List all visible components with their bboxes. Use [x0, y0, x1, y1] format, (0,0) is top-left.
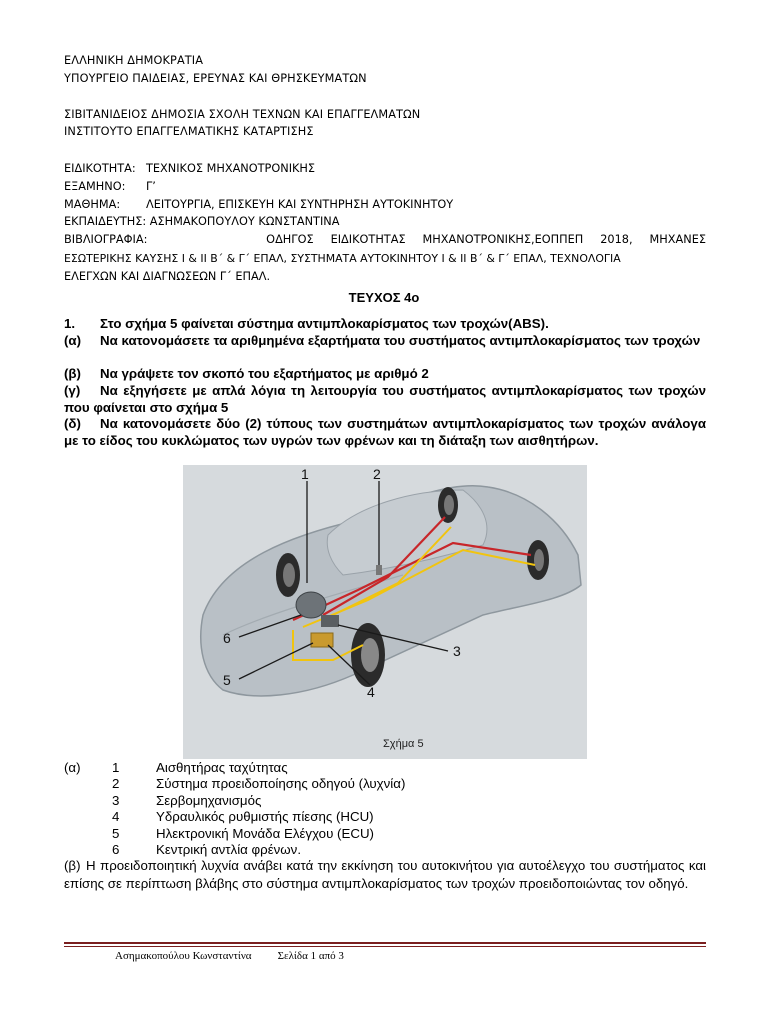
wheel-hub-front-right: [361, 638, 379, 672]
meta-bibliography: [64, 231, 706, 287]
wheel-hub-front-left: [283, 563, 295, 587]
meta-course: [64, 196, 453, 213]
answer-b: [64, 857, 706, 893]
question-b-text: Να γράψετε τον σκοπό του εξαρτήματος με αριθμό 2: [100, 366, 429, 381]
answer-item-text: Σύστημα προειδοποίησης οδηγού (λυχνία): [156, 776, 406, 791]
answer-item-num: 3: [112, 793, 120, 808]
meta-specialty-value: ΤΕΧΝΙΚΟΣ ΜΗΧΑΝΟΤΡΟΝΙΚΗΣ: [146, 162, 316, 175]
question-c: [64, 383, 706, 416]
answer-item-5: [64, 826, 374, 843]
question-number: 1.: [64, 316, 76, 331]
brake-booster: [296, 592, 326, 618]
meta-course-value: ΛΕΙΤΟΥΡΓΙΑ, ΕΠΙΣΚΕΥΗ ΚΑΙ ΣΥΝΤΗΡΗΣΗ ΑΥΤΟΚΙΝΗΤΟΥ: [146, 198, 454, 211]
callout-1: 1: [301, 466, 309, 482]
footer-divider: [64, 942, 706, 944]
question-c-text: Να εξηγήσετε με απλά λόγια τη λειτουργία του συστήματος αντιμπλοκαρίσματος των τροχών που φαίνεται στο σχήμα 5: [64, 383, 706, 415]
meta-semester: [64, 178, 156, 195]
meta-course-label: ΜΑΘΗΜΑ:: [64, 198, 121, 211]
ecu-box: [311, 633, 333, 647]
answer-item-text: Σερβομηχανισμός: [156, 793, 262, 808]
footer-author: Ασημακοπούλου Κωνσταντίνα: [115, 950, 252, 962]
meta-teacher: ΕΚΠΑΙΔΕΥΤΗΣ: ΑΣΗΜΑΚΟΠΟΥΛΟΥ ΚΩΝΣΤΑΝΤΙΝΑ: [64, 215, 340, 228]
meta-specialty-label: ΕΙΔΙΚΟΤΗΤΑ:: [64, 162, 136, 175]
answer-item-text: Αισθητήρας ταχύτητας: [156, 760, 288, 775]
question-intro-text: Στο σχήμα 5 φαίνεται σύστημα αντιμπλοκαρίσματος των τροχών(ABS).: [100, 316, 549, 331]
header-country: ΕΛΛΗΝΙΚΗ ΔΗΜΟΚΡΑΤΙΑ: [64, 54, 204, 67]
callout-5: 5: [223, 672, 231, 688]
warning-lamp-unit: [376, 565, 382, 575]
question-d-text: Να κατονομάσετε δύο (2) τύπους των συστημάτων αντιμπλοκαρίσματος των τροχών ανάλογα με το είδος του κυκλώματος των υγρών των φρένων και τη διάταξη των αισθητήρων.: [64, 416, 706, 448]
answer-b-text: Η προειδοποιητική λυχνία ανάβει κατά την εκκίνηση του αυτοκινήτου για αυτοέλεγχο του συστήματος και επίσης σε περίπτωση βλάβης στο σύστημα αντιμπλοκαρίσματος των τροχών προειδοποιώντας τον οδηγό.: [64, 858, 706, 891]
answer-item-text: Υδραυλικός ρυθμιστής πίεσης (HCU): [156, 809, 374, 824]
answer-item-4: [64, 809, 374, 826]
callout-4: 4: [367, 684, 375, 700]
footer-page: Σελίδα 1 από 3: [277, 950, 344, 962]
abs-diagram: [183, 465, 587, 759]
question-a: [64, 333, 706, 350]
question-intro: [64, 316, 706, 333]
answer-item-2: [64, 776, 405, 793]
answer-b-label: (β): [64, 858, 81, 873]
meta-specialty: [64, 160, 315, 177]
wheel-hub-rear-right: [534, 549, 544, 571]
callout-6: 6: [223, 630, 231, 646]
question-a-text: Να κατονομάσετε τα αριθμημένα εξαρτήματα του συστήματος αντιμπλοκαρίσματος των τροχών: [100, 333, 701, 348]
meta-semester-value: Γ’: [146, 180, 156, 193]
issue-title: [0, 290, 768, 305]
issue-title-text: ΤΕΥΧΟΣ 4ο: [348, 290, 420, 305]
question-b: [64, 366, 706, 383]
answer-item-num: 4: [112, 809, 120, 824]
question-c-label: (γ): [64, 383, 81, 398]
answer-item-num: 2: [112, 776, 120, 791]
answer-item-text: Κεντρική αντλία φρένων.: [156, 842, 302, 857]
header-institute: ΙΝΣΤΙΤΟΥΤΟ ΕΠΑΓΓΕΛΜΑΤΙΚΗΣ ΚΑΤΑΡΤΙΣΗΣ: [64, 125, 314, 138]
question-d-label: (δ): [64, 416, 81, 431]
footer-divider: [64, 946, 706, 947]
header-school: ΣΙΒΙΤΑΝΙΔΕΙΟΣ ΔΗΜΟΣΙΑ ΣΧΟΛΗ ΤΕΧΝΩΝ ΚΑΙ ΕΠΑΓΓΕΛΜΑΤΩΝ: [64, 108, 421, 121]
callout-3: 3: [453, 643, 461, 659]
answer-item-text: Ηλεκτρονική Μονάδα Ελέγχου (ECU): [156, 826, 374, 841]
bibliography-line: ΕΛΕΓΧΩΝ ΚΑΙ ΔΙΑΓΝΩΣΕΩΝ Γ΄ ΕΠΑΛ.: [64, 270, 271, 283]
abs-figure: [183, 465, 587, 759]
answer-a-label: (α): [64, 760, 81, 775]
question-b-label: (β): [64, 366, 81, 381]
answer-item-3: [64, 793, 261, 810]
answer-item-num: 5: [112, 826, 120, 841]
wheel-hub-rear-left: [444, 495, 454, 515]
header-ministry: ΥΠΟΥΡΓΕΙΟ ΠΑΙΔΕΙΑΣ, ΕΡΕΥΝΑΣ ΚΑΙ ΘΡΗΣΚΕΥΜΑΤΩΝ: [64, 72, 367, 85]
bibliography-line: ΒΙΒΛΙΟΓΡΑΦΙΑ: ΟΔΗΓΟΣ ΕΙΔΙΚΟΤΗΤΑΣ ΜΗΧΑΝΟΤΡΟΝΙΚΗΣ,ΕΟΠΠΕΠ 2018, ΜΗΧΑΝΕΣ: [64, 233, 706, 246]
hydraulic-unit: [321, 615, 339, 627]
bibliography-line: ΕΣΩΤΕΡΙΚΗΣ ΚΑΥΣΗΣ Ι & ΙΙ Β΄ & Γ΄ ΕΠΑΛ, ΣΥΣΤΗΜΑΤΑ ΑΥΤΟΚΙΝΗΤΟΥ Ι & ΙΙ Β΄ & Γ΄ ΕΠΑΛ, ΤΕΧΝΟΛΟΓΙΑ: [64, 251, 621, 265]
callout-2: 2: [373, 466, 381, 482]
figure-caption: Σχήμα 5: [383, 738, 424, 750]
footer: [115, 950, 344, 962]
question-a-label: (α): [64, 333, 82, 348]
answer-item-num: 6: [112, 842, 120, 857]
question-d: [64, 416, 706, 449]
meta-semester-label: ΕΞΑΜΗΝΟ:: [64, 180, 126, 193]
answer-item-num: 1: [112, 760, 120, 775]
answer-item-1: [64, 760, 288, 777]
